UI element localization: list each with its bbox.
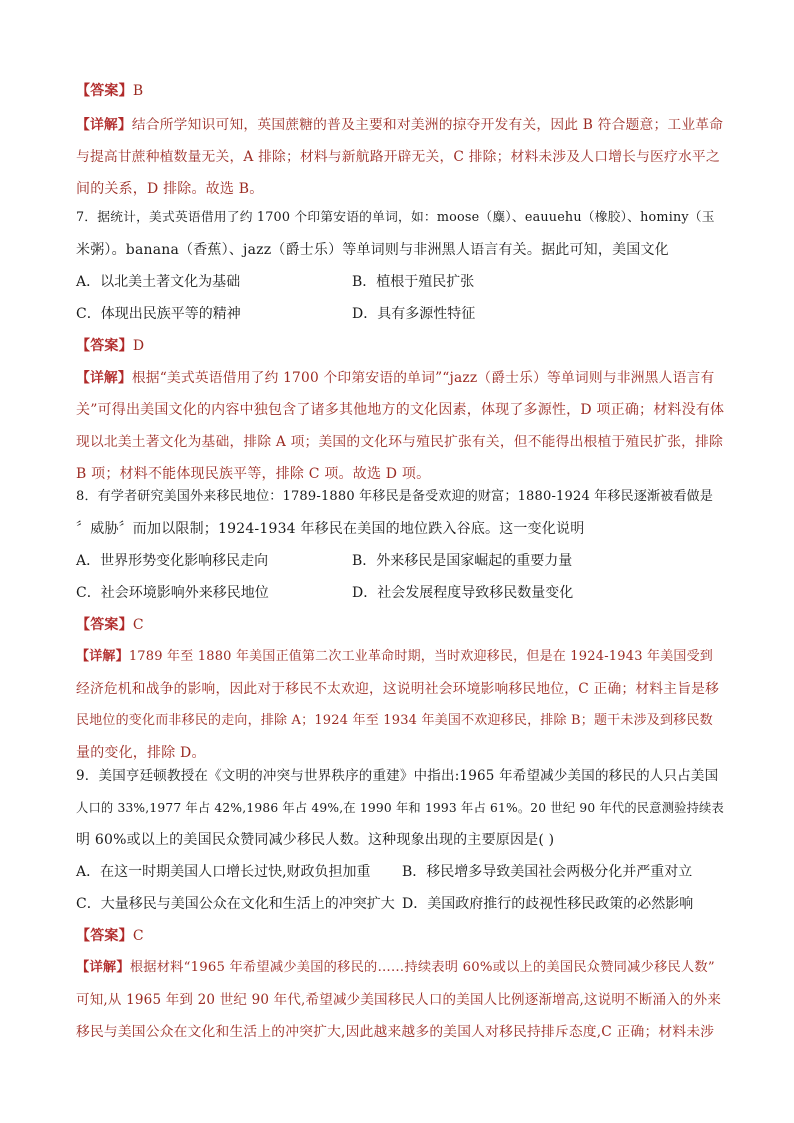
detail-text: 根据“美式英语借用了约 1700 个印第安语的单词”“jazz（爵士乐）等单词则与非洲黑人语言有	[131, 370, 715, 386]
q7-option-b: B．植根于殖民扩张	[352, 274, 475, 290]
q9-option-b: B．移民增多导致美国社会两极分化并严重对立	[402, 864, 693, 880]
answer-tag: 【答案】	[76, 83, 133, 99]
q8-block	[76, 484, 724, 766]
q8-detail-line-2: 经济危机和战争的影响，因此对于移民不太欢迎，这说明社会环境影响移民地位，C 正确；材料主旨是移	[76, 681, 720, 697]
q6-detail-line-1	[76, 112, 724, 138]
answer-value: D	[132, 338, 145, 354]
q8-stem-line-1: 8．有学者研究美国外来移民地位：1789-1880 年移民是备受欢迎的财富；1880-1924 年移民逐渐被看做是	[76, 489, 714, 504]
q8-detail-line-1	[76, 644, 724, 670]
q9-answer-line	[76, 923, 724, 949]
detail-tag: 【详解】	[76, 649, 129, 664]
q8-detail-line-4: 量的变化，排除 D。	[76, 745, 206, 761]
q8-options-row-1	[76, 548, 724, 574]
q7-detail-line-3: 现以北美土著文化为基础，排除 A 项；美国的文化环与殖民扩张有关，但不能得出根植于殖民扩张，排除	[76, 434, 724, 450]
q9-options-row-1	[76, 859, 724, 885]
q8-stem-line-2: 〞威胁〞而加以限制；1924-1934 年移民在美国的地位跌入谷底。这一变化说明	[76, 521, 585, 537]
q6-block	[76, 78, 724, 202]
q8-option-b: B．外来移民是国家崛起的重要力量	[352, 553, 573, 569]
q7-detail-line-2: 关”可得出美国文化的内容中独包含了诸多其他地方的文化因素，体现了多源性，D 项正确；材料没有体	[76, 402, 725, 418]
detail-text: 1789 年至 1880 年美国正值第二次工业革命时期，当时欢迎移民，但是在 1924-1943 年美国受到	[128, 649, 714, 664]
q9-option-c: C．大量移民与美国公众在文化和生活上的冲突扩大	[76, 896, 395, 912]
q8-answer-line	[76, 612, 724, 638]
q9-block	[76, 763, 724, 1045]
q9-detail-line-2: 可知,从 1965 年到 20 世纪 90 年代,希望减少美国移民人口的美国人比例逐渐增高,这说明不断涌入的外来	[76, 992, 722, 1008]
q9-detail-line-1	[76, 955, 724, 981]
q9-stem-line-2: 人口的 33%,1977 年占 42%,1986 年占 49%,在 1990 年和 1993 年占 61%。20 世纪 90 年代的民意测验持续表	[76, 801, 724, 815]
q8-detail-line-3: 民地位的变化而非移民的走向，排除 A；1924 年至 1934 年美国不欢迎移民，排除 B；题干未涉及到移民数	[76, 713, 713, 728]
q9-stem-line-3: 明 60%或以上的美国民众赞同减少移民人数。这种现象出现的主要原因是( )	[76, 832, 555, 848]
q9-options-row-2	[76, 891, 724, 917]
q7-detail-line-1	[76, 365, 724, 391]
q7-stem-line-2: 米粥）。banana（香蕉）、jazz（爵士乐）等单词则与非洲黑人语言有关。据此可知，美国文化	[76, 242, 669, 258]
q8-option-c: C．社会环境影响外来移民地位	[76, 585, 269, 601]
q7-answer-line	[76, 333, 724, 359]
q7-option-d: D．具有多源性特征	[352, 306, 476, 322]
detail-tag: 【详解】	[76, 960, 130, 975]
detail-text: 结合所学知识可知，英国蔗糖的普及主要和对美洲的掠夺开发有关，因此 B 符合题意；工业革命	[131, 117, 724, 133]
answer-tag: 【答案】	[76, 928, 133, 944]
answer-value: C	[132, 928, 144, 944]
q7-detail-line-4: B 项；材料不能体现民族平等，排除 C 项。故选 D 项。	[76, 466, 431, 482]
q6-detail-line-3: 间的关系，D 排除。故选 B。	[76, 181, 264, 197]
q7-option-c: C．体现出民族平等的精神	[76, 306, 241, 322]
q6-detail-line-2: 与提高甘蔗种植数量无关，A 排除；材料与新航路开辟无关，C 排除；材料未涉及人口增长与医疗水平之	[76, 149, 720, 165]
answer-value: B	[132, 83, 144, 99]
detail-text: 根据材料“1965 年希望减少美国的移民的……持续表明 60%或以上的美国民众赞同减少移民人数”	[129, 960, 715, 975]
q7-options-row-2	[76, 301, 724, 327]
q8-option-d: D．社会发展程度导致移民数量变化	[352, 585, 574, 601]
answer-tag: 【答案】	[76, 338, 133, 354]
q9-option-d: D．美国政府推行的歧视性移民政策的必然影响	[402, 896, 694, 912]
q7-options-row-1	[76, 269, 724, 295]
q6-answer-line	[76, 78, 724, 104]
answer-tag: 【答案】	[76, 617, 133, 633]
q8-options-row-2	[76, 580, 724, 606]
q9-option-a: A．在这一时期美国人口增长过快,财政负担加重	[76, 864, 371, 880]
detail-tag: 【详解】	[76, 117, 132, 133]
answer-value: C	[132, 617, 144, 633]
q9-stem-line-1: 9．美国亨廷顿教授在《文明的冲突与世界秩序的重建》中指出:1965 年希望减少美国的移民的人只占美国	[76, 768, 719, 784]
q7-option-a: A．以北美土著文化为基础	[76, 274, 241, 290]
q7-block	[76, 205, 724, 487]
q8-option-a: A．世界形势变化影响移民走向	[76, 553, 269, 569]
q9-detail-line-3: 移民与美国公众在文化和生活上的冲突扩大,因此越来越多的美国人对移民持排斥态度,C 正确；材料未涉	[76, 1024, 715, 1040]
q7-stem-line-1: 7．据统计，美式英语借用了约 1700 个印第安语的单词，如：moose（麋）、eauuehu（橡胶）、hominy（玉	[76, 210, 715, 225]
detail-tag: 【详解】	[76, 370, 132, 386]
